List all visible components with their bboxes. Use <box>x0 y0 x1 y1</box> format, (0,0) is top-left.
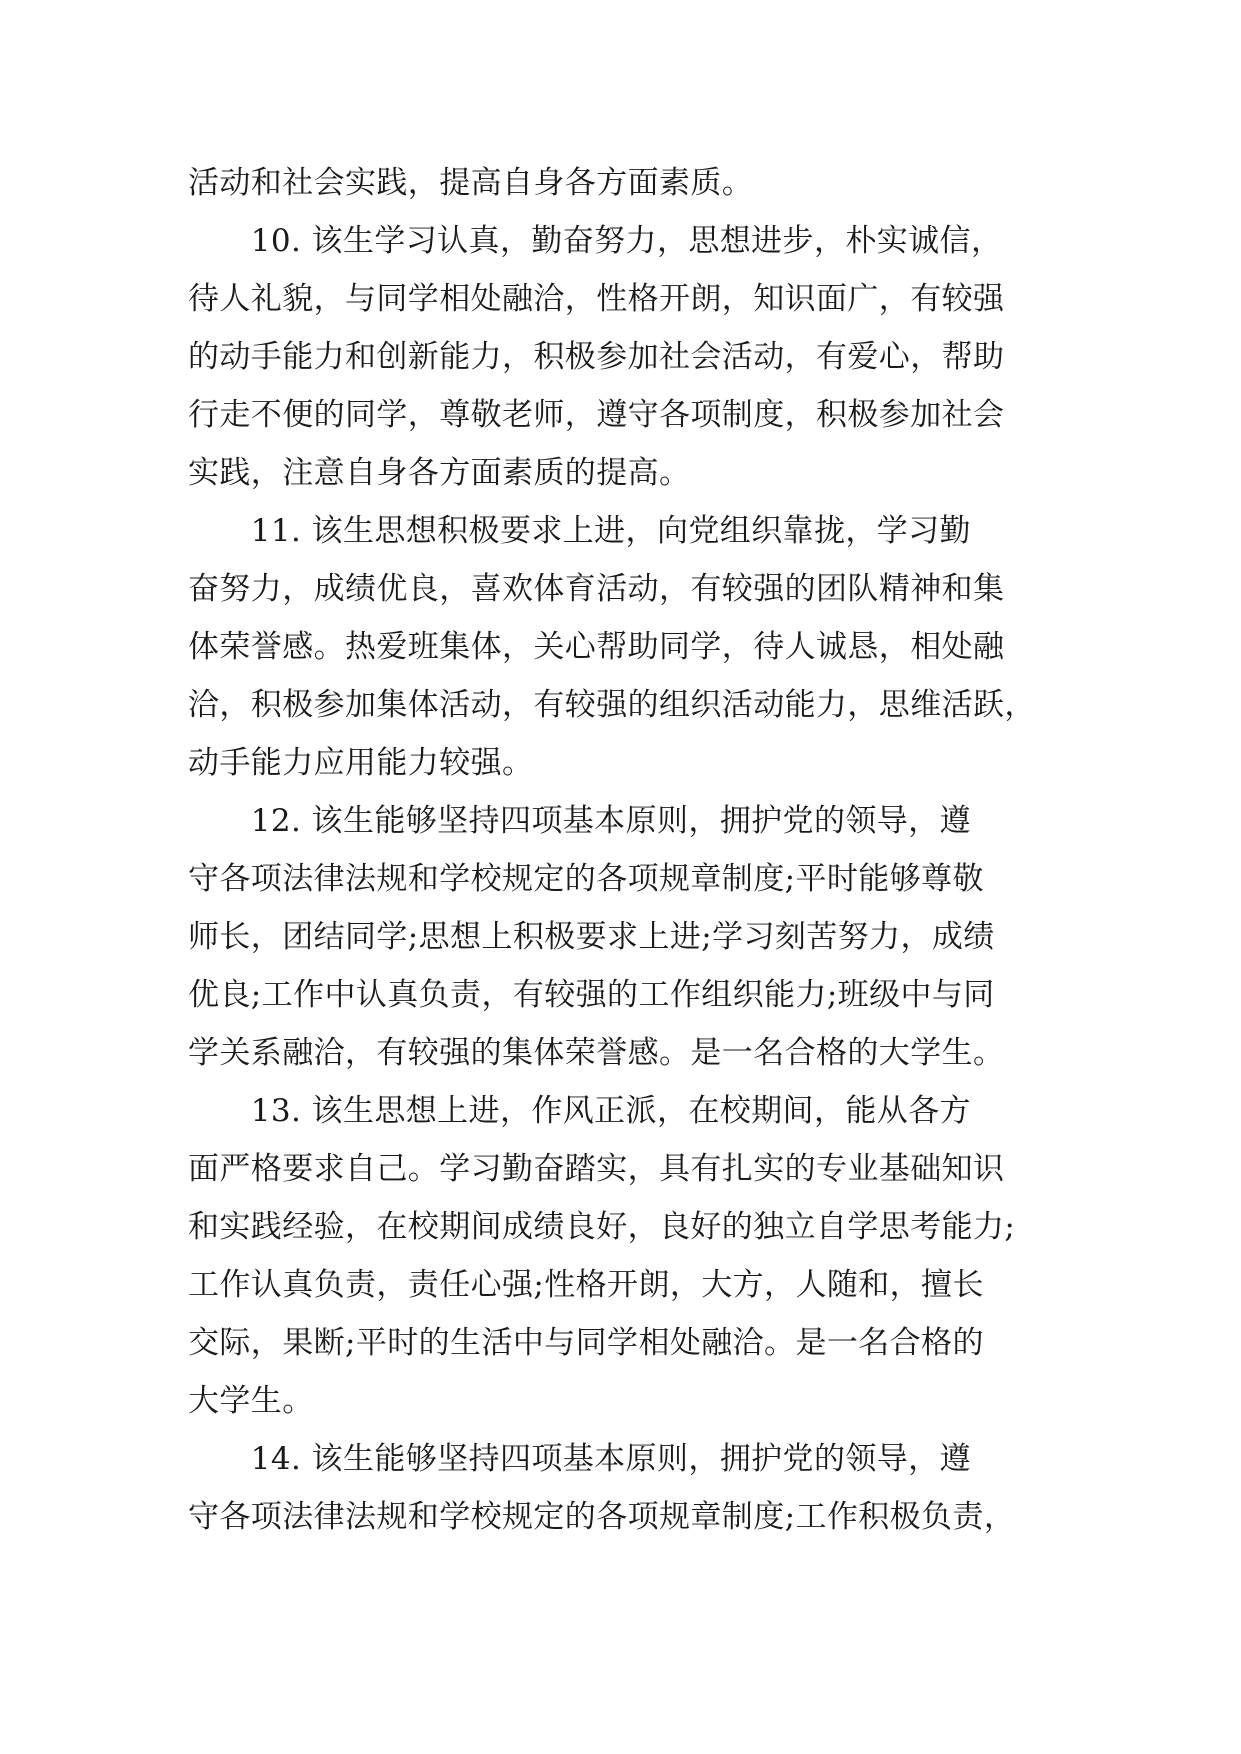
text-line: 学关系融洽，有较强的集体荣誉感。是一名合格的大学生。 <box>188 1035 1005 1071</box>
text-line: 大学生。 <box>188 1383 314 1419</box>
paragraph-12-start: 12. 该生能够坚持四项基本原则，拥护党的领导，遵 <box>188 803 971 839</box>
text-line: 守各项法律法规和学校规定的各项规章制度;工作积极负责， <box>188 1499 1016 1535</box>
text-line: 师长，团结同学;思想上积极要求上进;学习刻苦努力，成绩 <box>188 919 995 955</box>
text-line: 面严格要求自己。学习勤奋踏实，具有扎实的专业基础知识 <box>188 1151 1005 1187</box>
paragraph-11-start: 11. 该生思想积极要求上进，向党组织靠拢，学习勤 <box>188 513 971 549</box>
text-line: 洽，积极参加集体活动，有较强的组织活动能力，思维活跃， <box>188 687 1036 723</box>
text-line: 体荣誉感。热爱班集体，关心帮助同学，待人诚恳，相处融 <box>188 629 1005 665</box>
text-line: 的动手能力和创新能力，积极参加社会活动，有爱心，帮助 <box>188 339 1005 375</box>
document-body <box>188 154 1058 1546</box>
text-line: 工作认真负责，责任心强;性格开朗，大方，人随和，擅长 <box>188 1267 984 1303</box>
text-line: 奋努力，成绩优良，喜欢体育活动，有较强的团队精神和集 <box>188 571 1005 607</box>
text-line: 活动和社会实践，提高自身各方面素质。 <box>188 165 754 201</box>
text-line: 实践，注意自身各方面素质的提高。 <box>188 455 691 491</box>
paragraph-14-start: 14. 该生能够坚持四项基本原则，拥护党的领导，遵 <box>188 1441 971 1477</box>
text-line: 守各项法律法规和学校规定的各项规章制度;平时能够尊敬 <box>188 861 984 897</box>
text-line: 优良;工作中认真负责，有较强的工作组织能力;班级中与同 <box>188 977 995 1013</box>
text-line: 动手能力应用能力较强。 <box>188 745 534 781</box>
text-line: 待人礼貌，与同学相处融洽，性格开朗，知识面广，有较强 <box>188 281 1005 317</box>
paragraph-10-start: 10. 该生学习认真，勤奋努力，思想进步，朴实诚信， <box>188 223 1003 259</box>
text-line: 和实践经验，在校期间成绩良好，良好的独立自学思考能力; <box>188 1209 1016 1245</box>
text-line: 行走不便的同学，尊敬老师，遵守各项制度，积极参加社会 <box>188 397 1005 433</box>
paragraph-13-start: 13. 该生思想上进，作风正派，在校期间，能从各方 <box>188 1093 971 1129</box>
text-line: 交际，果断;平时的生活中与同学相处融洽。是一名合格的 <box>188 1325 984 1361</box>
